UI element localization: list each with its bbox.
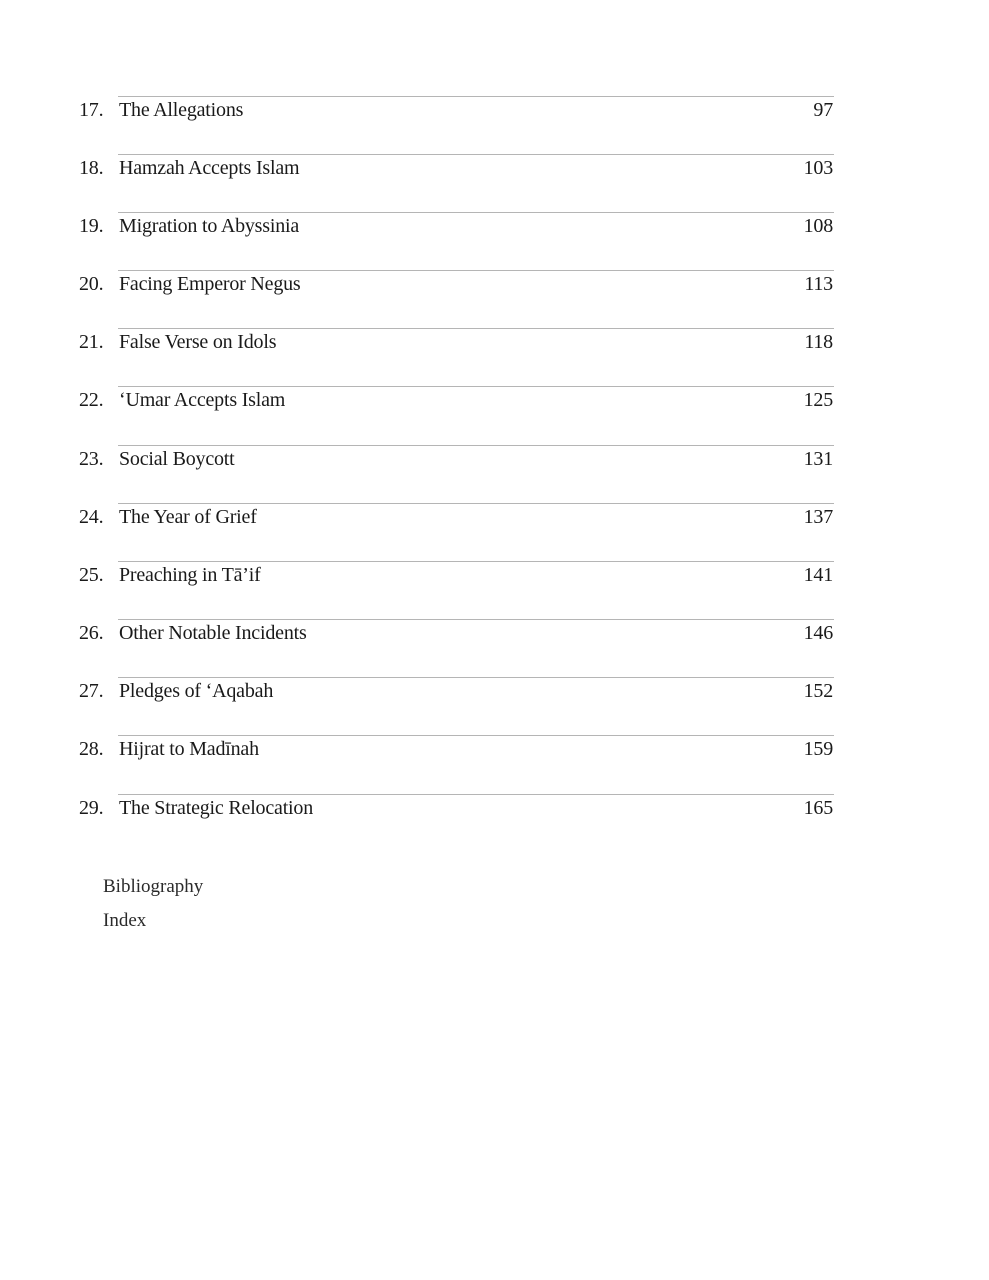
toc-entry-page: 137 [803, 506, 833, 528]
toc-entry-number: 19. [79, 215, 104, 237]
toc-entry[interactable] [0, 270, 989, 310]
toc-entry[interactable] [0, 386, 989, 426]
toc-entry-page: 103 [803, 157, 833, 179]
toc-entry-number: 22. [79, 389, 104, 411]
toc-entry-title[interactable]: Preaching in Tā’if [119, 564, 261, 586]
toc-divider [118, 212, 834, 213]
toc-divider [118, 503, 834, 504]
toc-entry-title[interactable]: ‘Umar Accepts Islam [119, 389, 286, 411]
toc-entry-page: 108 [803, 215, 833, 237]
toc-entry[interactable] [0, 96, 989, 136]
toc-entry-title[interactable]: Pledges of ‘Aqabah [119, 680, 274, 702]
toc-entry[interactable] [0, 328, 989, 368]
toc-entry[interactable] [0, 619, 989, 659]
toc-divider [118, 154, 834, 155]
toc-entry-title[interactable]: Facing Emperor Negus [119, 273, 301, 295]
toc-entry-page: 113 [804, 273, 833, 295]
toc-entry-title[interactable]: The Allegations [119, 99, 244, 121]
toc-divider [118, 445, 834, 446]
toc-entry-number: 20. [79, 273, 104, 295]
toc-entry-title[interactable]: Hijrat to Madīnah [119, 738, 259, 760]
toc-entry-number: 28. [79, 738, 104, 760]
toc-entry[interactable] [0, 735, 989, 775]
toc-divider [118, 735, 834, 736]
toc-divider [118, 794, 834, 795]
toc-entry-title[interactable]: False Verse on Idols [119, 331, 277, 353]
toc-entry-page: 131 [803, 448, 833, 470]
toc-entry[interactable] [0, 677, 989, 717]
toc-entry-page: 152 [803, 680, 833, 702]
toc-divider [118, 270, 834, 271]
toc-entry-number: 18. [79, 157, 104, 179]
toc-entry-number: 17. [79, 99, 104, 121]
toc-entry-number: 25. [79, 564, 104, 586]
toc-entry-title[interactable]: Social Boycott [119, 448, 235, 470]
toc-entry[interactable] [0, 503, 989, 543]
toc-entry-page: 141 [803, 564, 833, 586]
toc-entry-page: 97 [813, 99, 833, 121]
toc-entry-page: 159 [803, 738, 833, 760]
toc-entry[interactable] [0, 561, 989, 601]
toc-entry-number: 24. [79, 506, 104, 528]
toc-entry-number: 26. [79, 622, 104, 644]
toc-entry-title[interactable]: Migration to Abyssinia [119, 215, 300, 237]
toc-divider [118, 96, 834, 97]
toc-divider [118, 677, 834, 678]
toc-entry[interactable] [0, 154, 989, 194]
toc-entry[interactable] [0, 212, 989, 252]
toc-entry-number: 21. [79, 331, 104, 353]
toc-divider [118, 619, 834, 620]
toc-entry-title[interactable]: The Strategic Relocation [119, 797, 314, 819]
toc-entry-title[interactable]: Hamzah Accepts Islam [119, 157, 300, 179]
toc-entry-page: 165 [803, 797, 833, 819]
bibliography-link[interactable]: Bibliography [103, 876, 204, 897]
toc-entry[interactable] [0, 445, 989, 485]
toc-entry-page: 118 [804, 331, 833, 353]
toc-divider [118, 328, 834, 329]
toc-entry-page: 146 [803, 622, 833, 644]
index-link[interactable]: Index [103, 910, 147, 931]
toc-divider [118, 561, 834, 562]
toc-entry-page: 125 [803, 389, 833, 411]
toc-entry-number: 23. [79, 448, 104, 470]
toc-entry-title[interactable]: The Year of Grief [119, 506, 257, 528]
toc-divider [118, 386, 834, 387]
toc-entry[interactable] [0, 794, 989, 834]
toc-entry-number: 27. [79, 680, 104, 702]
toc-entry-title[interactable]: Other Notable Incidents [119, 622, 307, 644]
toc-entry-number: 29. [79, 797, 104, 819]
